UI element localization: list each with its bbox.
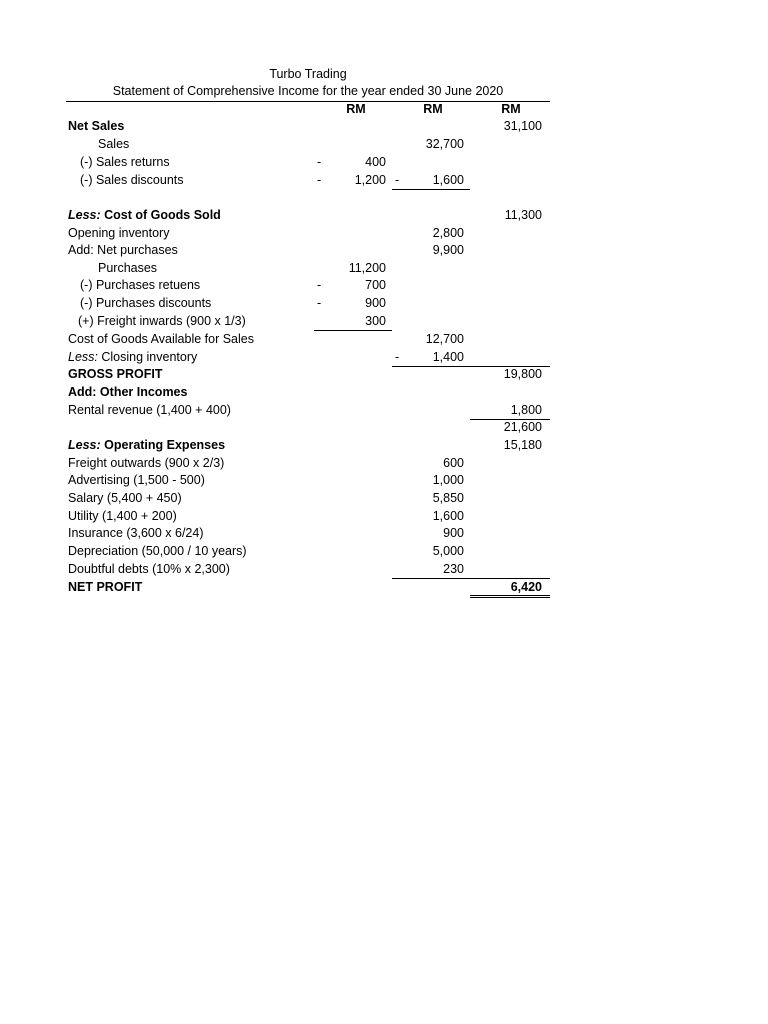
- row-freight-outwards: [66, 455, 550, 473]
- minus-sign: -: [317, 173, 322, 187]
- row-other-incomes: [66, 384, 550, 402]
- row-subtotal: [66, 419, 550, 437]
- value-col3: 11,300: [504, 208, 542, 222]
- row-label: (-) Purchases discounts: [80, 296, 212, 310]
- value-col1: 900: [365, 296, 386, 310]
- row-purchases: [66, 260, 550, 278]
- statement-title: Statement of Comprehensive Income for the year ended 30 June 2020: [112, 84, 504, 98]
- value-col2: 32,700: [425, 137, 464, 151]
- row-gross-profit: [66, 366, 550, 384]
- value-col2: 5,000: [432, 544, 464, 558]
- row-insurance: [66, 525, 550, 543]
- minus-sign: -: [317, 155, 322, 169]
- minus-sign: -: [395, 350, 400, 364]
- net-profit-top-rule: [470, 578, 550, 579]
- value-col3: 19,800: [503, 367, 542, 381]
- value-col2: 1,400: [432, 350, 464, 364]
- row-label: Add: Net purchases: [68, 243, 178, 257]
- row-label: NET PROFIT: [68, 580, 143, 594]
- statement-title-block: [66, 66, 550, 100]
- row-label: [68, 207, 221, 225]
- row-label: Opening inventory: [68, 226, 170, 240]
- row-operating-expenses: [66, 437, 550, 455]
- row-net-sales: [66, 118, 550, 136]
- row-salary: [66, 490, 550, 508]
- company-name: Turbo Trading: [269, 67, 347, 81]
- row-label: Advertising (1,500 - 500): [68, 473, 205, 487]
- minus-sign: -: [317, 278, 322, 292]
- column-header-row: [66, 101, 550, 119]
- row-cogs: [66, 207, 550, 225]
- value-col2: 9,900: [432, 243, 464, 257]
- row-closing-inventory: [66, 349, 550, 367]
- value-col3: 15,180: [503, 438, 542, 452]
- row-net-purchases: [66, 242, 550, 260]
- row-label: Utility (1,400 + 200): [68, 509, 177, 523]
- row-label: (-) Sales discounts: [80, 173, 184, 187]
- row-label: GROSS PROFIT: [68, 367, 163, 381]
- row-rental-revenue: [66, 402, 550, 420]
- value-col2: 5,850: [432, 491, 464, 505]
- row-label: Sales: [98, 137, 130, 151]
- row-label: Add: Other Incomes: [68, 385, 188, 399]
- column-header-3: RM: [501, 102, 521, 116]
- row-cost-of-goods-available: [66, 331, 550, 349]
- row-label-text: Cost of Goods Sold: [104, 208, 221, 222]
- value-col3: 1,800: [510, 403, 542, 417]
- row-advertising: [66, 472, 550, 490]
- row-depreciation: [66, 543, 550, 561]
- value-col2: 12,700: [425, 332, 464, 346]
- net-profit-double-rule: [470, 595, 550, 598]
- value-col1: 1,200: [354, 173, 386, 187]
- less-prefix: Less:: [68, 438, 101, 452]
- row-doubtful-debts: [66, 561, 550, 579]
- value-col2: 2,800: [432, 226, 464, 240]
- value-col3: 31,100: [503, 119, 542, 133]
- row-label: Depreciation (50,000 / 10 years): [68, 544, 247, 558]
- row-label: Cost of Goods Available for Sales: [68, 332, 254, 346]
- value-col2: 230: [443, 562, 464, 576]
- column-header-2: RM: [423, 102, 443, 116]
- value-col2: 1,600: [432, 173, 464, 187]
- row-purchases-discounts: [66, 295, 550, 313]
- minus-sign: -: [395, 173, 400, 187]
- value-col2: 1,000: [432, 473, 464, 487]
- row-label: (-) Purchases retuens: [80, 278, 201, 292]
- value-col1: 11,200: [348, 261, 386, 275]
- value-col2: 600: [443, 456, 464, 470]
- row-utility: [66, 508, 550, 526]
- value-col3: 6,420: [510, 580, 542, 594]
- column-header-1: RM: [346, 102, 366, 116]
- value-col2: 900: [443, 526, 464, 540]
- row-label: Insurance (3,600 x 6/24): [68, 526, 204, 540]
- row-sales: [66, 136, 550, 154]
- row-opening-inventory: [66, 225, 550, 243]
- row-label: [68, 349, 197, 367]
- minus-sign: -: [317, 296, 322, 310]
- row-label: Net Sales: [68, 119, 125, 133]
- row-freight-inwards: [66, 313, 550, 331]
- value-col1: 700: [365, 278, 386, 292]
- row-label: (+) Freight inwards (900 x 1/3): [78, 314, 246, 328]
- row-label: [68, 437, 225, 455]
- row-label: Salary (5,400 + 450): [68, 491, 182, 505]
- row-sales-returns: [66, 154, 550, 172]
- row-purchases-returns: [66, 277, 550, 295]
- less-prefix: Less:: [68, 350, 98, 364]
- row-label: Purchases: [98, 261, 158, 275]
- row-label: Freight outwards (900 x 2/3): [68, 456, 225, 470]
- value-col1: 400: [365, 155, 386, 169]
- less-prefix: Less:: [68, 208, 101, 222]
- row-label: Rental revenue (1,400 + 400): [68, 403, 231, 417]
- row-label: Doubtful debts (10% x 2,300): [68, 562, 230, 576]
- underline-sales: [392, 189, 470, 190]
- value-col3: 21,600: [503, 420, 542, 434]
- row-sales-discounts: [66, 172, 550, 190]
- row-net-profit: [66, 579, 550, 597]
- row-label: (-) Sales returns: [80, 155, 170, 169]
- value-col1: 300: [365, 314, 386, 328]
- row-label-text: Operating Expenses: [104, 438, 226, 452]
- row-label-text: Closing inventory: [101, 350, 198, 364]
- value-col2: 1,600: [432, 509, 464, 523]
